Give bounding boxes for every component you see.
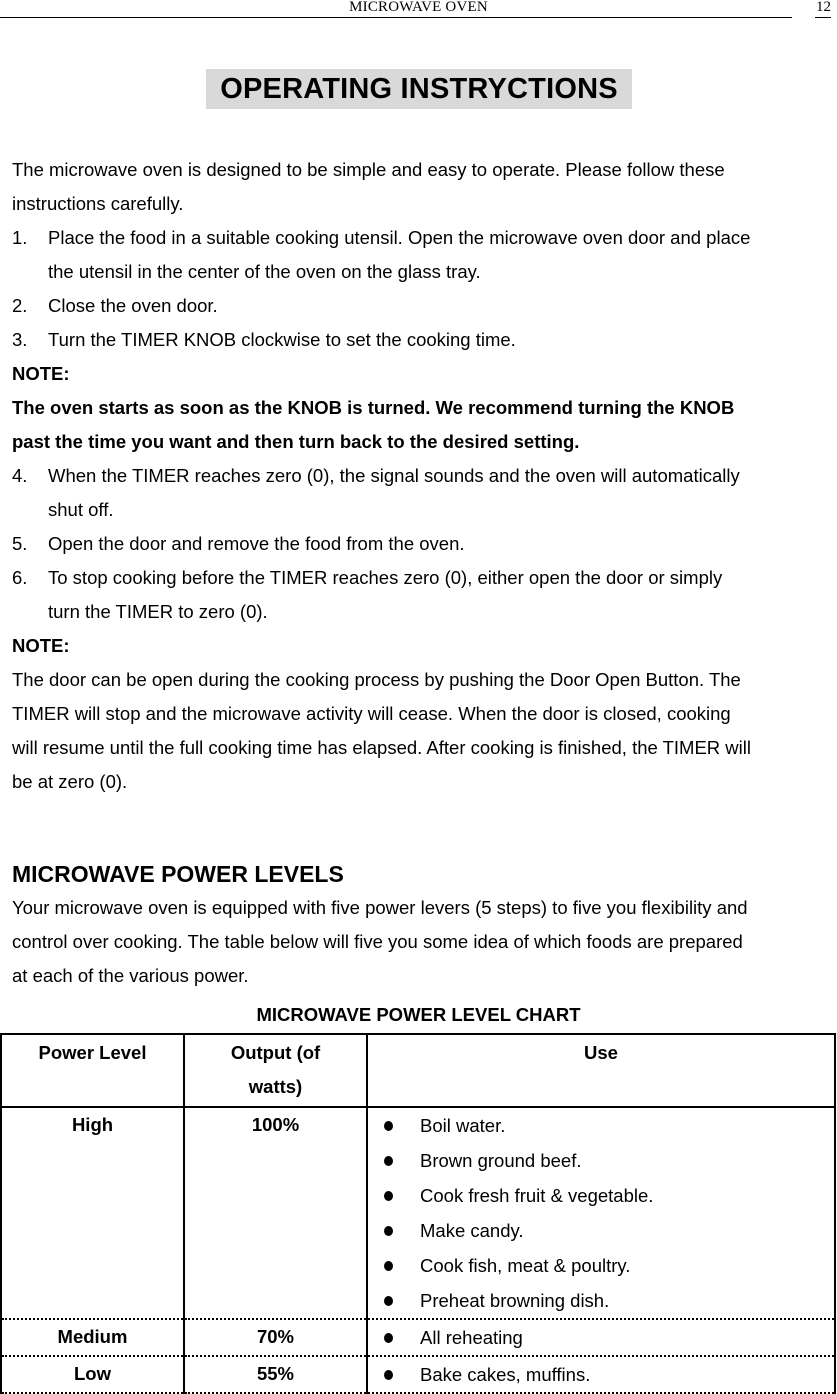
column-header-output (184, 1034, 367, 1107)
use-text: Cook fresh fruit & vegetable. (420, 1185, 654, 1206)
table-title: MICROWAVE POWER LEVEL CHART (256, 1004, 581, 1025)
use-item (368, 1320, 834, 1355)
power-level-cell: High (1, 1107, 184, 1319)
column-header-use (367, 1034, 835, 1107)
note-text: be at zero (0). (12, 771, 128, 792)
use-text: All reheating (420, 1327, 523, 1348)
bullet-icon (384, 1156, 393, 1166)
header-text: Use (584, 1042, 618, 1063)
header-title: MICROWAVE OVEN (349, 0, 488, 15)
step-item (12, 221, 832, 289)
use-item (368, 1248, 834, 1283)
use-text: Bake cakes, muffins. (420, 1364, 591, 1385)
table-row (1, 1319, 835, 1356)
step-number: 4. (12, 465, 28, 486)
use-item (368, 1178, 834, 1213)
intro-line: instructions carefully. (12, 193, 184, 214)
note-text: The door can be open during the cooking process by pushing the Door Open Button. The (12, 669, 741, 690)
header-text: Output (of (230, 1042, 321, 1063)
use-text: Make candy. (420, 1220, 524, 1241)
bullet-icon (384, 1296, 393, 1306)
step-text: To stop cooking before the TIMER reaches zero (0), either open the door or simply (48, 567, 723, 588)
output-cell: 70% (184, 1319, 367, 1356)
step-text: turn the TIMER to zero (0). (48, 601, 268, 622)
page-number: 12 (816, 0, 831, 15)
note-text: past the time you want and then turn back to the desired setting. (12, 431, 580, 452)
power-level-cell: Medium (1, 1319, 184, 1356)
bullet-icon (384, 1191, 393, 1201)
step-text: Place the food in a suitable cooking utensil. Open the microwave oven door and place (48, 227, 751, 248)
use-item (368, 1283, 834, 1318)
power-levels-section (12, 857, 832, 993)
power-level-cell: Low (1, 1356, 184, 1393)
step-number: 3. (12, 329, 28, 350)
header-text: Power Level (38, 1042, 147, 1063)
bullet-icon (384, 1226, 393, 1236)
use-text: Brown ground beef. (420, 1150, 582, 1171)
use-item (368, 1213, 834, 1248)
step-item (12, 459, 832, 527)
bullet-icon (384, 1261, 393, 1271)
page-title: OPERATING INSTRYCTIONS (206, 69, 632, 109)
use-item (368, 1143, 834, 1178)
note-text: will resume until the full cooking time has elapsed. After cooking is finished, the TIMER will (12, 737, 751, 758)
bullet-icon (384, 1121, 393, 1131)
page-header (0, 0, 837, 20)
step-number: 2. (12, 295, 28, 316)
section-text: control over cooking. The table below will five you some idea of which foods are prepared (12, 931, 743, 952)
use-cell (367, 1107, 835, 1319)
use-text: Cook fish, meat & poultry. (420, 1255, 631, 1276)
step-item (12, 323, 832, 357)
section-text: Your microwave oven is equipped with five power levers (5 steps) to five you flexibility and (12, 897, 748, 918)
table-row (1, 1356, 835, 1393)
step-item (12, 561, 832, 629)
step-text: Close the oven door. (48, 295, 218, 316)
use-text: Boil water. (420, 1115, 506, 1136)
step-text: Open the door and remove the food from the oven. (48, 533, 465, 554)
use-cell (367, 1356, 835, 1393)
intro-line: The microwave oven is designed to be simple and easy to operate. Please follow these (12, 159, 725, 180)
section-heading: MICROWAVE POWER LEVELS (12, 861, 344, 887)
use-item (368, 1108, 834, 1143)
step-item (12, 289, 832, 323)
table-row (1, 1107, 835, 1319)
instructions-body (12, 153, 832, 799)
step-number: 1. (12, 227, 28, 248)
step-item (12, 527, 832, 561)
output-cell: 55% (184, 1356, 367, 1393)
column-header-power-level (1, 1034, 184, 1107)
step-number: 6. (12, 567, 28, 588)
power-level-table (0, 1033, 836, 1394)
note-text: TIMER will stop and the microwave activity will cease. When the door is closed, cooking (12, 703, 731, 724)
page-number-rule (815, 17, 831, 18)
use-cell (367, 1319, 835, 1356)
step-text: shut off. (48, 499, 114, 520)
output-cell: 100% (184, 1107, 367, 1319)
use-item (368, 1357, 834, 1392)
bullet-icon (384, 1333, 393, 1343)
section-text: at each of the various power. (12, 965, 249, 986)
header-rule (0, 17, 792, 18)
note-label: NOTE: (12, 635, 70, 656)
note-text: The oven starts as soon as the KNOB is turned. We recommend turning the KNOB (12, 397, 735, 418)
bullet-icon (384, 1370, 393, 1380)
table-header-row (1, 1034, 835, 1107)
header-text: watts) (248, 1076, 303, 1097)
step-text: When the TIMER reaches zero (0), the signal sounds and the oven will automatically (48, 465, 740, 486)
note-label: NOTE: (12, 363, 70, 384)
use-text: Preheat browning dish. (420, 1290, 610, 1311)
step-text: Turn the TIMER KNOB clockwise to set the cooking time. (48, 329, 516, 350)
step-number: 5. (12, 533, 28, 554)
step-text: the utensil in the center of the oven on the glass tray. (48, 261, 481, 282)
